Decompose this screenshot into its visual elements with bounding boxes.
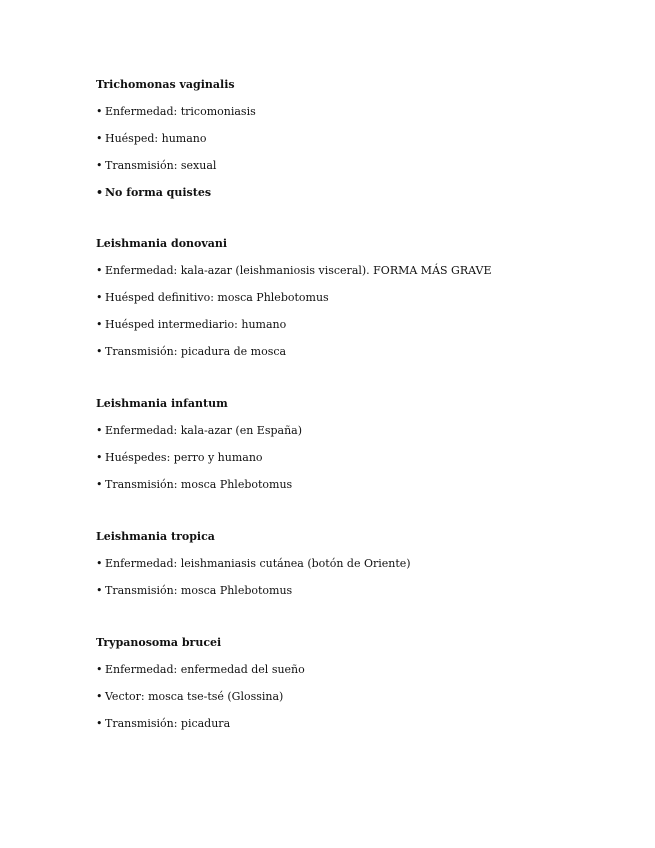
list-item xyxy=(96,478,616,492)
list-item-text: Transmisión: picadura de mosca xyxy=(105,345,287,358)
list-item-text: Huésped definitivo: mosca Phlebotomus xyxy=(105,291,329,304)
section-title: Trichomonas vaginalis xyxy=(96,78,235,91)
section-trypanosoma-brucei xyxy=(96,636,616,744)
section-trichomonas xyxy=(96,78,616,213)
bullet-icon: • xyxy=(96,291,103,304)
bullet-icon: • xyxy=(96,690,103,703)
list-item-text: Enfermedad: kala-azar (en España) xyxy=(105,424,303,437)
bullet-icon: • xyxy=(96,159,103,172)
list-item xyxy=(96,424,616,438)
list-item xyxy=(96,690,616,704)
section-leishmania-tropica xyxy=(96,530,616,611)
bullet-icon: • xyxy=(96,451,103,464)
bullet-icon: • xyxy=(96,557,103,570)
list-item xyxy=(96,264,616,278)
list-item xyxy=(96,186,616,200)
bullet-icon: • xyxy=(96,186,104,199)
list-item-text: Transmisión: mosca Phlebotomus xyxy=(105,478,293,491)
bullet-icon: • xyxy=(96,663,103,676)
bullet-icon: • xyxy=(96,132,103,145)
bullet-icon: • xyxy=(96,478,103,491)
list-item-text: Enfermedad: kala-azar (leishmaniosis visceral). FORMA MÁS GRAVE xyxy=(105,264,492,277)
bullet-icon: • xyxy=(96,318,103,331)
list-item-text: Vector: mosca tse-tsé (Glossina) xyxy=(105,690,284,703)
bullet-icon: • xyxy=(96,105,103,118)
bullet-icon: • xyxy=(96,264,103,277)
section-leishmania-donovani xyxy=(96,237,616,372)
list-item-text: Enfermedad: enfermedad del sueño xyxy=(105,663,305,676)
list-item-text: Enfermedad: tricomoniasis xyxy=(105,105,256,118)
list-item-text: Huésped: humano xyxy=(105,132,207,145)
list-item-text: No forma quistes xyxy=(105,186,212,199)
section-title: Leishmania donovani xyxy=(96,237,228,250)
list-item-text: Huéspedes: perro y humano xyxy=(105,451,263,464)
list-item xyxy=(96,584,616,598)
section-title: Leishmania infantum xyxy=(96,397,228,410)
section-leishmania-infantum xyxy=(96,397,616,505)
list-item-text: Transmisión: mosca Phlebotomus xyxy=(105,584,293,597)
section-title: Trypanosoma brucei xyxy=(96,636,222,649)
list-item xyxy=(96,663,616,677)
list-item-text: Huésped intermediario: humano xyxy=(105,318,287,331)
list-item xyxy=(96,159,616,173)
bullet-icon: • xyxy=(96,424,103,437)
list-item xyxy=(96,132,616,146)
list-item xyxy=(96,717,616,731)
section-title: Leishmania tropica xyxy=(96,530,215,543)
list-item-text: Enfermedad: leishmaniasis cutánea (botón de Oriente) xyxy=(105,557,411,570)
list-item xyxy=(96,291,616,305)
bullet-icon: • xyxy=(96,584,103,597)
list-item xyxy=(96,318,616,332)
list-item-text: Transmisión: sexual xyxy=(105,159,217,172)
list-item xyxy=(96,557,616,571)
list-item xyxy=(96,345,616,359)
bullet-icon: • xyxy=(96,345,103,358)
list-item-text: Transmisión: picadura xyxy=(105,717,231,730)
list-item xyxy=(96,451,616,465)
list-item xyxy=(96,105,616,119)
bullet-icon: • xyxy=(96,717,103,730)
